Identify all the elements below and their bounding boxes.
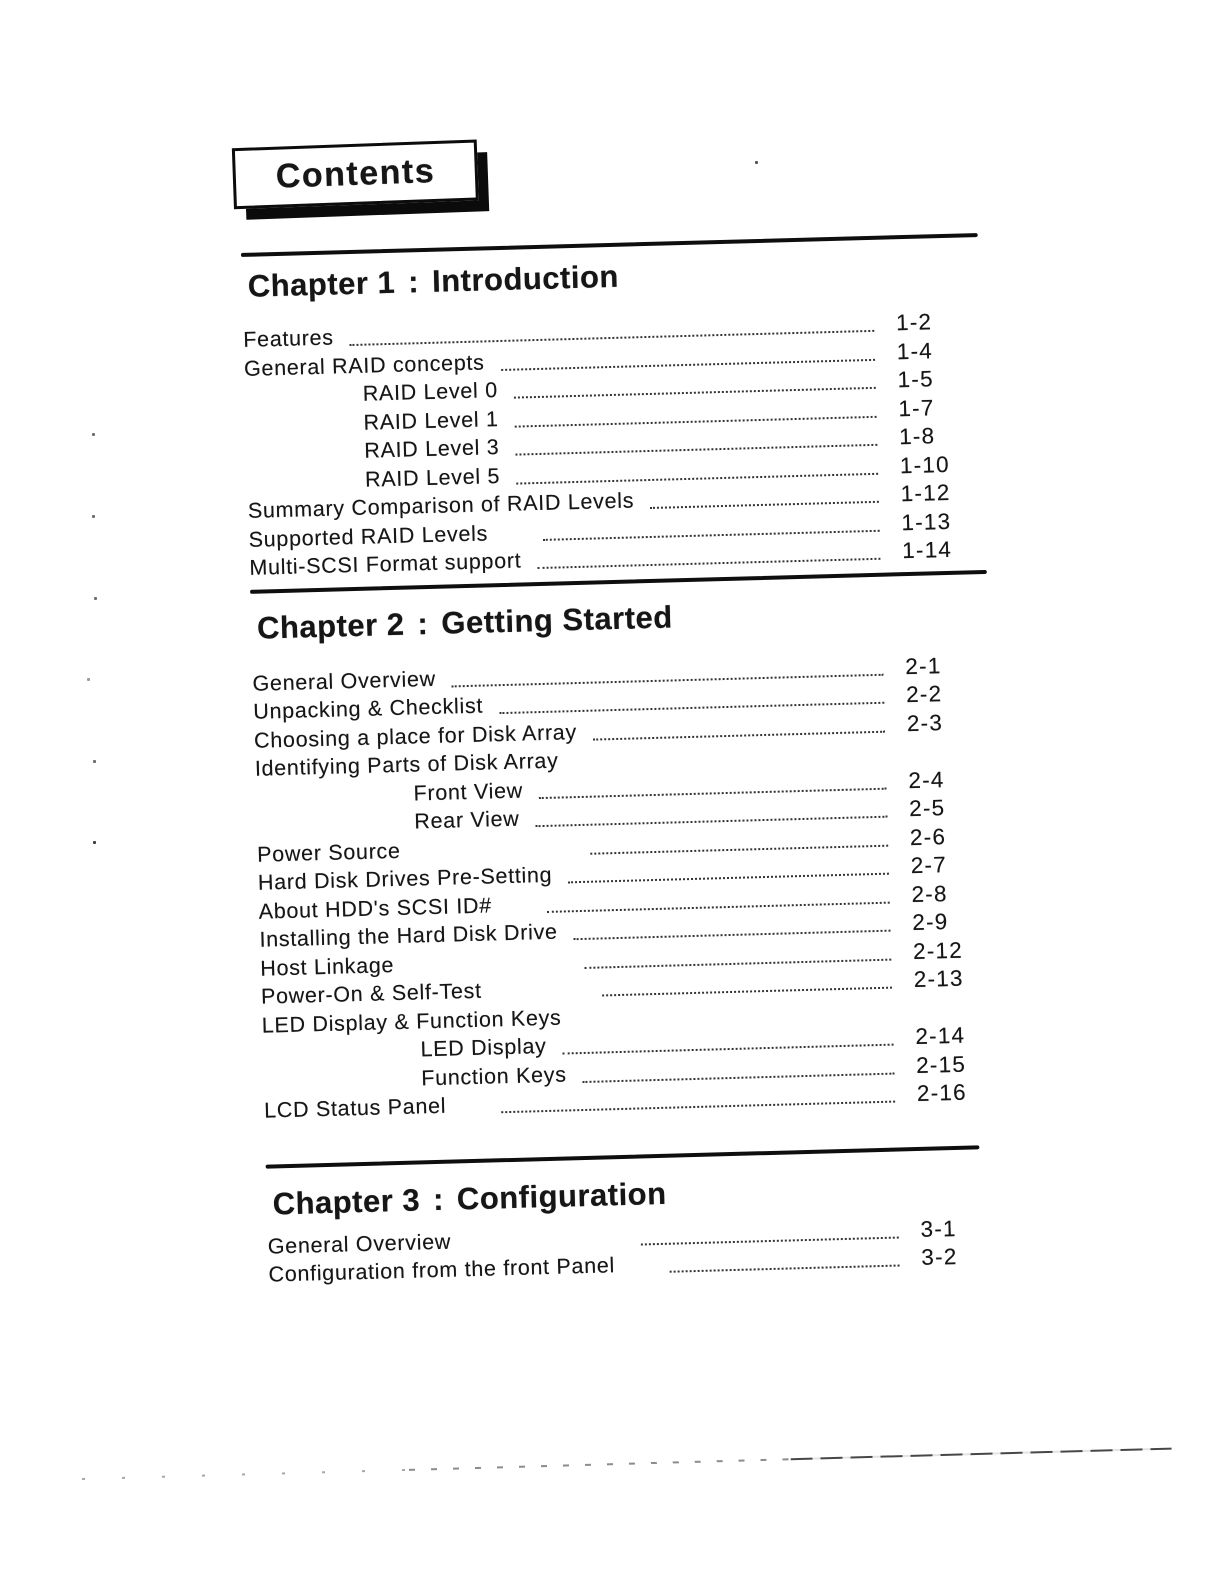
chapter-heading [272,1164,1004,1224]
dot-leader [451,653,883,687]
scan-speck [93,841,96,844]
toc-entry-page: 1-2 [895,309,933,336]
toc-entry-label: Unpacking & Checklist [253,693,484,724]
toc-entry-label: Features [242,325,335,352]
toc-entry-page: 2-15 [915,1051,967,1078]
toc-entry-label: LED Display [420,1033,547,1062]
chapter-heading [257,588,989,648]
chapter-list [241,233,1006,1290]
toc-entry-list [267,1213,1005,1290]
toc-entry-page: 2-3 [906,709,944,736]
toc-entry-page: 2-14 [915,1022,966,1049]
toc-entry-label: LED Display & Function Keys [261,1005,562,1038]
toc-entry-label: Function Keys [420,1061,567,1090]
scan-speck [755,161,758,164]
toc-entry-label: Installing the Hard Disk Drive [259,919,558,952]
toc-entry-label: Rear View [414,806,520,834]
toc-entry-page: 1-8 [898,423,936,450]
toc-entry-page: 2-1 [905,652,942,679]
toc-entry-label: Power-On & Self-Test [260,978,483,1009]
toc-entry-label: Multi-SCSI Format support [249,548,522,580]
chapter-number: Chapter 2 [256,606,405,646]
toc-entry-page: 1-14 [901,536,953,564]
toc-entry-page: 2-9 [911,909,949,936]
scan-speck [92,433,95,436]
scan-speck [92,515,95,518]
toc-entry-label: Choosing a place for Disk Array [253,719,578,753]
toc-entry-label: Configuration from the front Panel [268,1253,616,1287]
chapter-separator: : [417,605,429,641]
toc-entry-page: 2-7 [910,852,948,879]
toc-entry-page: 1-7 [898,394,935,421]
toc-entry-label: Host Linkage [259,952,395,981]
scan-artifact-segment [409,1458,790,1471]
scan-artifact-line [82,1448,1172,1481]
chapter-title: Getting Started [440,598,674,641]
toc-entry-label: About HDD's SCSI ID# [258,892,493,924]
toc-entry-label: RAID Level 3 [363,435,500,463]
scan-speck [93,760,96,763]
toc-entry-page: 2-12 [912,937,964,964]
chapter-section [250,569,1001,1126]
page-title: Contents [275,151,436,196]
toc-entry-page: 3-1 [920,1215,958,1242]
toc-entry-label: Summary Comparison of RAID Levels [247,488,635,523]
toc-entry-page: 3-2 [921,1243,958,1270]
chapter-title: Introduction [431,258,620,299]
toc-entry-page: 1-12 [900,479,951,507]
chapter-section [266,1144,1006,1290]
toc-entry-label: Hard Disk Drives Pre-Setting [257,862,553,895]
toc-content [238,125,1006,1290]
toc-entry-page: 2-16 [916,1079,968,1106]
toc-entry-label: Identifying Parts of Disk Array [254,748,559,781]
chapter-number: Chapter 3 [272,1181,421,1221]
chapter-number: Chapter 1 [247,264,396,304]
toc-entry-page: 1-5 [897,366,935,393]
toc-entry-label: RAID Level 1 [363,406,499,435]
scan-speck [94,597,97,600]
chapter-heading [247,247,979,307]
toc-entry-page: 2-2 [905,681,943,708]
scan-artifact-segment [82,1469,409,1480]
chapter-separator: : [432,1181,445,1217]
toc-entry-page: 1-10 [899,451,951,478]
toc-entry-label: General RAID concepts [243,349,485,381]
toc-entry-page: 2-5 [908,795,946,822]
toc-entry-label: Front View [413,778,524,805]
toc-entry-label: General Overview [267,1229,452,1259]
contents-title-box [232,139,479,209]
toc-entry-label: Power Source [256,838,401,867]
toc-entry-label: RAID Level 5 [364,463,501,492]
toc-entry-page: 2-8 [911,880,948,907]
toc-entry-page: 1-4 [896,337,934,364]
toc-entry-list [252,650,1001,1126]
chapter-title: Configuration [456,1175,667,1216]
toc-entry-page: 2-13 [913,965,964,993]
toc-entry-page: 2-4 [908,766,945,793]
toc-entry-list [243,307,987,583]
section-divider-rule [266,1145,980,1168]
chapter-separator: : [407,264,420,300]
toc-entry-label: General Overview [252,666,437,696]
scan-speck [87,678,90,681]
toc-entry-page: 2-6 [909,823,947,850]
scan-artifact-segment [790,1448,1171,1461]
toc-entry-page: 1-13 [901,508,952,535]
toc-entry-label: Supported RAID Levels [248,520,489,552]
chapter-section [241,233,987,583]
toc-entry-label: LCD Status Panel [263,1093,447,1123]
toc-entry-label: RAID Level 0 [362,378,499,406]
dot-leader [641,1216,899,1245]
